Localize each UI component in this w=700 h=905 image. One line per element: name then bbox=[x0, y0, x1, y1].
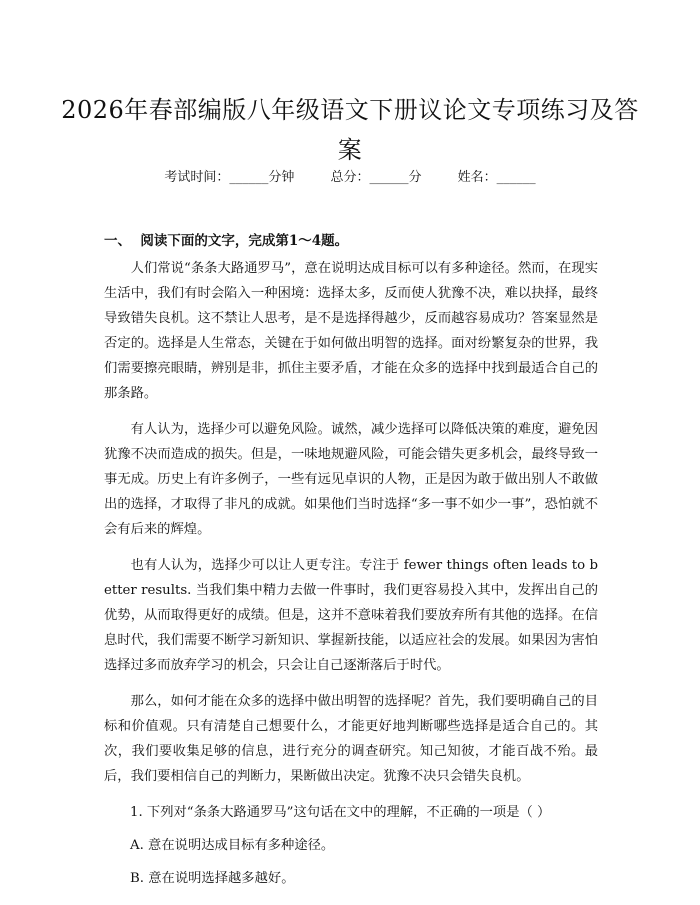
passage-paragraph: 人们常说“条条大路通罗马”，意在说明达成目标可以有多种途径。然而，在现实生活中，我们有时会陷入一种困境：选择太多，反而使人犹豫不决，难以抉择，最终导致错失良机。这不禁让人思考，是不是选择得越少，反而越容易成功？答案显然是否定的。选择是人生常态，关键在于如何做出明智的选择。面对纷繁复杂的世界，我们需要擦亮眼睛，辨别是非，抓住主要矛盾，才能在众多的选择中找到最适合自己的那条路。 bbox=[104, 261, 598, 401]
question-1-option-b: B. 意在说明选择越多越好。 bbox=[130, 871, 295, 886]
passage-paragraph: 也有人认为，选择少可以让人更专注。专注于 fewer things often leads to better results. 当我们集中精力去做一件事时，我们更容易投入其中，发挥出自己的优势，从而取得更好的成绩。但是，这并不意味着我们要放弃所有其他的选择。在信息时代，我们需要不断学习新知识、掌握新技能，以适应社会的发展。如果因为害怕选择过多而放弃学习的机会，只会让自己逐渐落后于时代。 bbox=[104, 558, 598, 673]
page-title: 2026年春部编版八年级语文下册议论文专项练习及答案 bbox=[61, 96, 639, 165]
exam-time-field: 考试时间：______分钟 bbox=[164, 170, 295, 185]
student-name-field: 姓名：______ bbox=[457, 170, 536, 185]
reading-passage bbox=[104, 256, 598, 891]
question-1-option-a: A. 意在说明达成目标有多种途径。 bbox=[130, 838, 335, 853]
passage-paragraph: 那么，如何才能在众多的选择中做出明智的选择呢？首先，我们要明确自己的目标和价值观。只有清楚自己想要什么，才能更好地判断哪些选择是适合自己的。其次，我们要收集足够的信息，进行充分的调查研究。知己知彼，才能百战不殆。最后，我们要相信自己的判断力，果断做出决定。犹豫不决只会错失良机。 bbox=[104, 694, 598, 784]
total-score-field: 总分：______分 bbox=[330, 170, 422, 185]
passage-paragraph: 有人认为，选择少可以避免风险。诚然，减少选择可以降低决策的难度，避免因犹豫不决而造成的损失。但是，一味地规避风险，可能会错失更多机会，最终导致一事无成。历史上有许多例子，一些有远见卓识的人物，正是因为敢于做出别人不敢做出的选择，才取得了非凡的成就。如果他们当时选择“多一事不如少一事”，恐怕就不会有后来的辉煌。 bbox=[104, 422, 598, 537]
question-1-stem: 1. 下列对“条条大路通罗马”这句话在文中的理解，不正确的一项是（ ） bbox=[130, 805, 551, 820]
exam-info-row bbox=[0, 168, 700, 188]
section-heading: 一、 阅读下面的文字，完成第1～4题。 bbox=[104, 233, 349, 249]
